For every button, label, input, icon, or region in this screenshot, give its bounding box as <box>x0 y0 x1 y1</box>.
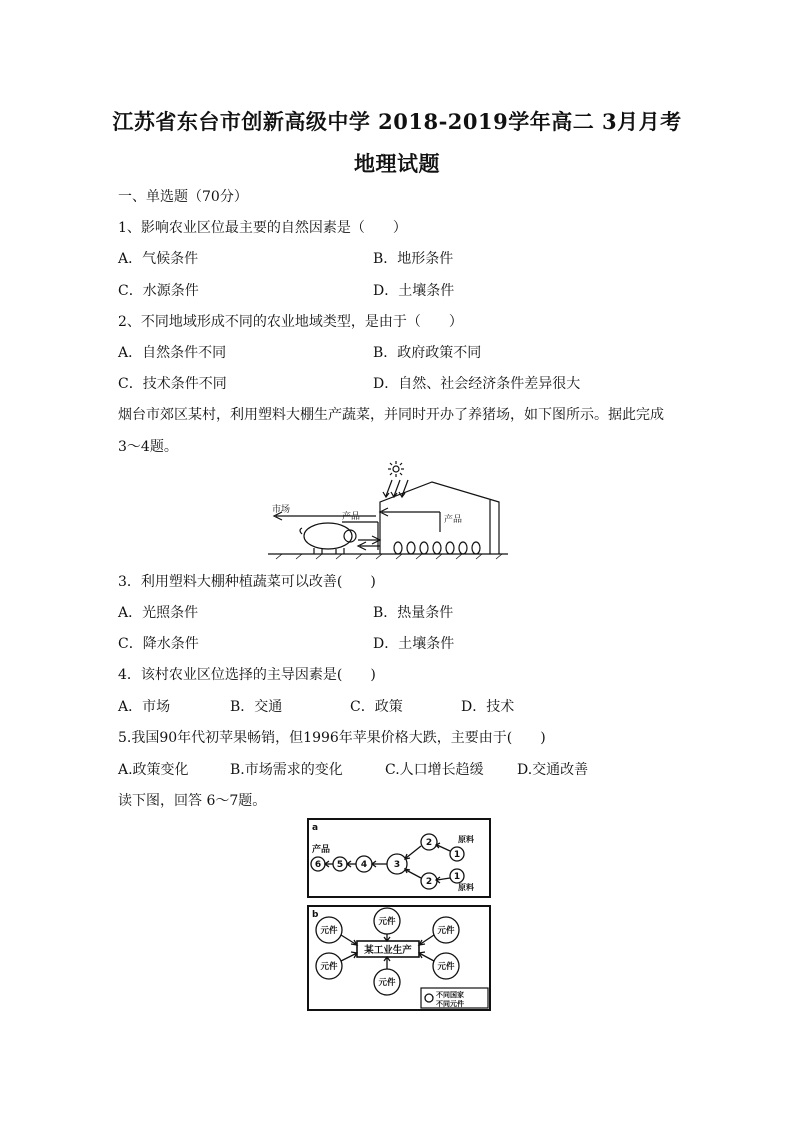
q2-option-a: A．自然条件不同 <box>118 345 227 361</box>
component-label: 元件 <box>437 962 455 972</box>
component-label: 元件 <box>320 926 338 936</box>
node-2-top-label: 2 <box>425 838 433 848</box>
passage-3-4-line2: 3～4题。 <box>118 439 178 455</box>
q5-stem: 5.我国90年代初苹果畅销，但1996年苹果价格大跌，主要由于( ) <box>118 730 546 746</box>
q2-option-d: D．自然、社会经济条件差异很大 <box>373 376 581 392</box>
q4-option-a: A．市场 <box>118 699 171 715</box>
q2-option-b: B．政府政策不同 <box>373 345 482 361</box>
q1-option-b: B．地形条件 <box>373 251 454 267</box>
sun-icon <box>388 461 404 477</box>
legend-circle <box>425 994 433 1002</box>
node-1-bottom-label: 1 <box>453 872 461 882</box>
q1-option-a: A．气候条件 <box>118 251 199 267</box>
panel-a-raw-label-bottom: 原料 <box>458 883 474 892</box>
component-label: 元件 <box>378 917 396 927</box>
component-label: 元件 <box>437 926 455 936</box>
q1-option-d: D．土壤条件 <box>373 283 455 299</box>
node-6-label: 6 <box>314 860 322 870</box>
exam-title-line2: 地理试题 <box>354 151 440 176</box>
q5-option-a: A.政策变化 <box>118 762 189 778</box>
node-4-label: 4 <box>360 860 368 870</box>
passage-3-4-line1: 烟台市郊区某村，利用塑料大棚生产蔬菜，并同时开办了养猪场，如下图所示。据此完成 <box>118 407 664 423</box>
product-label-left: 产品 <box>342 512 361 522</box>
node-1-top-label: 1 <box>453 850 461 860</box>
q5-option-c: C.人口增长趋缓 <box>385 762 484 778</box>
component-label: 元件 <box>378 978 396 988</box>
q4-option-c: C．政策 <box>350 699 403 715</box>
product-label-right: 产品 <box>444 515 463 525</box>
panel-a-tag: a <box>312 823 319 833</box>
vegetable-plants-icon <box>394 542 480 554</box>
q3-option-c: C．降水条件 <box>118 636 199 652</box>
node-5-label: 5 <box>336 860 344 870</box>
q1-option-c: C．水源条件 <box>118 283 199 299</box>
greenhouse-pig-farm-diagram <box>262 460 512 560</box>
panel-a-raw-label-top: 原料 <box>458 835 474 844</box>
legend-line2: 不同元件 <box>436 1000 464 1008</box>
exam-title-line1: 江苏省东台市创新高级中学 2018-2019学年高二 3月月考 <box>112 109 682 134</box>
panel-b-tag: b <box>312 910 319 920</box>
q3-option-d: D．土壤条件 <box>373 636 455 652</box>
production-flow-diagram-a <box>307 818 491 898</box>
sunlight-arrows-icon <box>383 480 408 497</box>
pig-icon <box>300 523 356 554</box>
q4-option-b: B．交通 <box>230 699 283 715</box>
component-sourcing-diagram-b <box>307 905 491 1011</box>
q1-stem: 1、影响农业区位最主要的自然因素是（ ） <box>118 220 407 236</box>
component-label: 元件 <box>320 962 338 972</box>
q3-stem: 3．利用塑料大棚种植蔬菜可以改善( ) <box>118 574 376 590</box>
center-label: 某工业生产 <box>364 945 412 956</box>
q5-option-b: B.市场需求的变化 <box>230 762 343 778</box>
panel-a-product-label: 产品 <box>312 845 331 855</box>
section-heading: 一、单选题（70分） <box>118 189 248 205</box>
q2-stem: 2、不同地域形成不同的农业地域类型，是由于（ ） <box>118 314 463 330</box>
legend-line1: 不同国家 <box>436 991 464 999</box>
node-2-bottom-label: 2 <box>425 877 433 887</box>
q4-stem: 4．该村农业区位选择的主导因素是( ) <box>118 667 376 683</box>
node-3-label: 3 <box>393 860 401 870</box>
q4-option-d: D．技术 <box>461 699 515 715</box>
market-label: 市场 <box>272 505 291 515</box>
q3-option-a: A．光照条件 <box>118 605 199 621</box>
q5-option-d: D.交通改善 <box>517 762 589 778</box>
passage-6-7: 读下图，回答 6～7题。 <box>118 793 267 809</box>
q3-option-b: B．热量条件 <box>373 605 454 621</box>
q2-option-c: C．技术条件不同 <box>118 376 227 392</box>
